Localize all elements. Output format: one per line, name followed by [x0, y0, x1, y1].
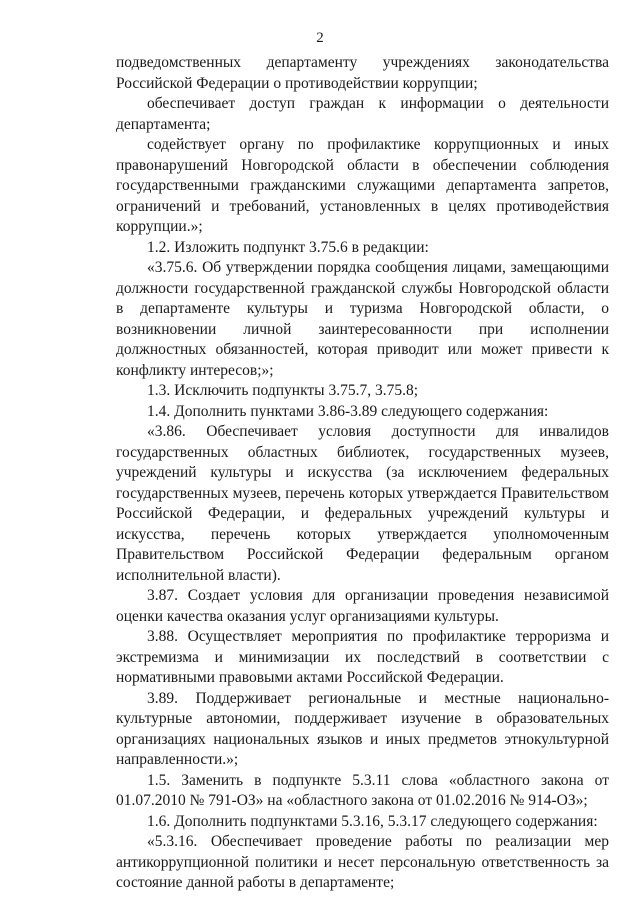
paragraph: 1.5. Заменить в подпункте 5.3.11 слова «областного закона от 01.07.2010 № 791-ОЗ» на «областного закона от 01.02.2016 № 914-ОЗ»; [116, 771, 609, 809]
paragraph: 3.89. Поддерживает региональные и местные национально-культурные автономии, поддерживает изучение в образовательных организациях национальных языков и иных предметов этнокультурной направленности.»; [116, 689, 609, 768]
document-body [116, 53, 609, 894]
paragraph: 3.88. Осуществляет мероприятия по профилактике терроризма и экстремизма и минимизации их последствий в соответствии с нормативными правовыми актами Российской Федерации. [116, 628, 609, 686]
paragraph: подведомственных департаменту учреждениях законодательства Российской Федерации о противодействии коррупции; [116, 54, 609, 92]
page-number: 2 [316, 30, 324, 46]
paragraph: обеспечивает доступ граждан к информации о деятельности департамента; [116, 95, 609, 133]
paragraph: «5.3.16. Обеспечивает проведение работы по реализации мер антикоррупционной политики и несет персональную ответственность за состояние данной работы в департаменте; [116, 833, 609, 891]
paragraph: «3.86. Обеспечивает условия доступности для инвалидов государственных областных библиотек, государственных музеев, учреждений культуры и искусства (за исключением федеральных государственных музеев, перечень которых утверждается Правительством Российской Федерации, и федеральных учреждений культуры и искусства, перечень которых утверждается уполномоченным Правительством Российской Федерации федеральным органом исполнительной власти). [116, 423, 609, 584]
paragraph: 1.2. Изложить подпункт 3.75.6 в редакции: [147, 238, 429, 256]
paragraph: 3.87. Создает условия для организации проведения независимой оценки качества оказания услуг организациями культуры. [116, 587, 609, 625]
paragraph: 1.4. Дополнить пунктами 3.86-3.89 следующего содержания: [147, 402, 549, 420]
paragraph: содействует органу по профилактике коррупционных и иных правонарушений Новгородской области в обеспечении соблюдения государственными гражданскими служащими департамента запретов, ограничений и требований, установленных в целях противодействия коррупции.»; [116, 136, 609, 235]
paragraph: 1.6. Дополнить подпунктами 5.3.16, 5.3.17 следующего содержания: [147, 812, 598, 830]
paragraph: «3.75.6. Об утверждении порядка сообщения лицами, замещающими должности государственной гражданской службы Новгородской области в департаменте культуры и туризма Новгородской области, о возникновении личной заинтересованности при исполнении должностных обязанностей, которая приводит или может привести к конфликту интересов;»; [116, 259, 609, 379]
paragraph: 1.3. Исключить подпункты 3.75.7, 3.75.8; [147, 382, 419, 399]
